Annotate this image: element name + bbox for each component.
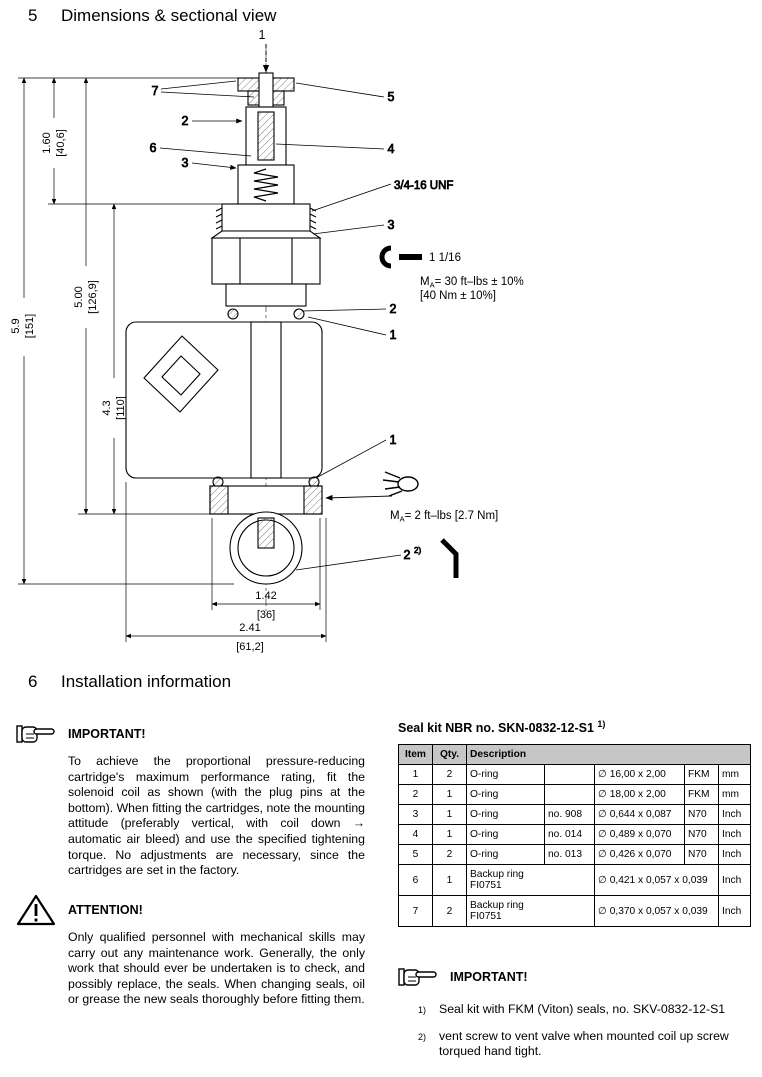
pointing-hand-icon xyxy=(398,964,438,990)
callout-7: 7 xyxy=(151,84,159,98)
cell-unit: Inch xyxy=(719,896,751,927)
hand-tight-icon xyxy=(383,472,418,496)
seal-kit-title xyxy=(398,719,750,735)
cell-material: N70 xyxy=(685,805,719,825)
callout-1-top: 1 xyxy=(258,28,266,42)
callout-4: 4 xyxy=(387,142,395,156)
seal-kit-title-text: Seal kit NBR no. SKN-0832-12-S1 xyxy=(398,721,594,736)
torque-bottom-label: $M_A= 2$ ft–lbs [2.7 Nm] xyxy=(390,510,499,524)
cell-desc: O-ring xyxy=(467,845,545,865)
section-5-heading xyxy=(28,6,276,26)
cell-note xyxy=(545,765,595,785)
footnote-text: vent screw to vent valve when mounted coil up screw torqued hand tight. xyxy=(439,1028,729,1058)
footnote-1 xyxy=(418,1002,754,1019)
wrench-size-label: 1 1/16 xyxy=(429,252,461,264)
cell-note xyxy=(545,785,595,805)
cell-size: ∅ 0,421 x 0,057 x 0,039 xyxy=(595,865,719,896)
cell-material: FKM xyxy=(685,785,719,805)
seal-kit-table xyxy=(398,744,751,927)
dim-4-3: 4.3 xyxy=(101,400,113,416)
cell-material: N70 xyxy=(685,825,719,845)
table-row xyxy=(399,896,751,927)
dim-151: [151] xyxy=(24,313,36,339)
table-row xyxy=(399,805,751,825)
table-row xyxy=(399,865,751,896)
dim-1-42: 1.42 xyxy=(255,590,277,602)
dim-61-2: [61,2] xyxy=(236,641,264,653)
cell-desc: O-ring xyxy=(467,765,545,785)
dim-40-6: [40,6] xyxy=(55,129,67,157)
cell-item: 6 xyxy=(399,865,433,896)
cell-item: 5 xyxy=(399,845,433,865)
desc-line2: FI0751 xyxy=(470,911,502,923)
callout-3-right: 3 xyxy=(387,218,395,232)
dim-36: [36] xyxy=(256,609,276,621)
dim-126-9: [126,9] xyxy=(87,280,99,314)
column-header-item: Item xyxy=(399,745,433,765)
callout-5: 5 xyxy=(387,90,395,104)
footnote-text: Seal kit with FKM (Viton) seals, no. SKV-0832-12-S1 xyxy=(439,1002,726,1016)
cell-material: FKM xyxy=(685,765,719,785)
desc-line2: FI0751 xyxy=(470,880,502,892)
dim-5-00: 5.00 xyxy=(73,286,85,308)
cell-qty: 2 xyxy=(433,845,467,865)
left-callouts xyxy=(150,81,254,170)
cell-desc: O-ring xyxy=(467,825,545,845)
cell-qty: 1 xyxy=(433,825,467,845)
cell-item: 2 xyxy=(399,785,433,805)
cell-desc: O-ring xyxy=(467,805,545,825)
note-text: Only qualified personnel with mechanical skills may carry out any maintenance work. Generally, the only work that should ever be undertaken is to check, and possibly replace, the seals. When changing seals, oil or grease the new seals thoroughly before fitting them. xyxy=(68,930,365,1007)
dim-1-60: 1.60 xyxy=(41,132,53,154)
cell-unit: Inch xyxy=(719,805,751,825)
cell-size: ∅ 0,489 x 0,070 xyxy=(595,825,685,845)
seal-kit-section xyxy=(398,719,750,927)
callout-3-left: 3 xyxy=(181,156,189,170)
cell-item: 1 xyxy=(399,765,433,785)
cell-desc xyxy=(467,896,595,927)
allen-key-icon xyxy=(442,540,456,578)
attention-note-block xyxy=(16,895,368,1008)
cell-item: 3 xyxy=(399,805,433,825)
note-title: IMPORTANT! xyxy=(450,970,528,984)
footnote-marker: 1) xyxy=(418,1005,427,1015)
cell-desc: O-ring xyxy=(467,785,545,805)
note-text: To achieve the proportional pressure-reducing cartridge's maximum performance rating, fit the solenoid coil as shown (with the plug pins at the bottom). When fitting the cartridges, note the mounting attitude (preferably vertical, with coil down → automatic air bleed) and use the specified tightening torque. No adjustments are necessary, since the cartridges are set in the factory. xyxy=(68,754,365,878)
cell-note: no. 908 xyxy=(545,805,595,825)
cell-qty: 2 xyxy=(433,765,467,785)
cell-size: ∅ 16,00 x 2,00 xyxy=(595,765,685,785)
cell-desc xyxy=(467,865,595,896)
cell-unit: Inch xyxy=(719,845,751,865)
callout-2-left: 2 xyxy=(181,114,189,128)
callout-1-lower: 1 xyxy=(389,433,397,447)
callout-6: 6 xyxy=(149,141,157,155)
cell-unit: Inch xyxy=(719,865,751,896)
cell-note: no. 014 xyxy=(545,825,595,845)
sectional-view-drawing xyxy=(8,26,548,676)
desc-line1: Backup ring xyxy=(470,900,524,912)
cell-item: 4 xyxy=(399,825,433,845)
table-row xyxy=(399,845,751,865)
table-header-row xyxy=(399,745,751,765)
cell-unit: mm xyxy=(719,785,751,805)
cell-size: ∅ 18,00 x 2,00 xyxy=(595,785,685,805)
warning-triangle-icon xyxy=(16,893,56,927)
dim-2-41: 2.41 xyxy=(239,622,261,634)
note-title: ATTENTION! xyxy=(68,903,143,917)
cell-unit: Inch xyxy=(719,825,751,845)
callout-2-right: 2 xyxy=(389,302,397,316)
note-title: IMPORTANT! xyxy=(68,727,146,741)
section-number: 5 xyxy=(28,6,38,25)
cell-item: 7 xyxy=(399,896,433,927)
cell-note: no. 013 xyxy=(545,845,595,865)
footnote-2 xyxy=(418,1029,754,1060)
dim-110: [110] xyxy=(115,396,127,420)
cell-size: ∅ 0,426 x 0,070 xyxy=(595,845,685,865)
section-number: 6 xyxy=(28,672,38,691)
seal-kit-title-footnote: 1) xyxy=(597,719,606,729)
cell-qty: 1 xyxy=(433,805,467,825)
table-row xyxy=(399,825,751,845)
callout-2-footnote-sup: 2) xyxy=(414,546,422,555)
cell-qty: 1 xyxy=(433,865,467,896)
table-row xyxy=(399,785,751,805)
torque-top-label: $M_A= 30$ ft–lbs ± 10% xyxy=(420,276,524,290)
column-header-qty: Qty. xyxy=(433,745,467,765)
dim-5-9: 5.9 xyxy=(10,318,22,334)
section-title: Installation information xyxy=(61,672,232,691)
cell-unit: mm xyxy=(719,765,751,785)
important-note-block xyxy=(16,719,368,879)
cell-size: ∅ 0,644 x 0,087 xyxy=(595,805,685,825)
cell-size: ∅ 0,370 x 0,057 x 0,039 xyxy=(595,896,719,927)
cell-material: N70 xyxy=(685,845,719,865)
section-title: Dimensions & sectional view xyxy=(61,6,277,25)
thread-spec-label: 3/4-16 UNF xyxy=(394,180,454,192)
cell-qty: 1 xyxy=(433,785,467,805)
callout-1-upper: 1 xyxy=(389,328,397,342)
top-flow-callout xyxy=(259,28,266,72)
cell-qty: 2 xyxy=(433,896,467,927)
desc-line1: Backup ring xyxy=(470,869,524,881)
table-row xyxy=(399,765,751,785)
footnote-marker: 2) xyxy=(418,1031,427,1042)
callout-2-bottom: 2 xyxy=(403,548,411,562)
pointing-hand-icon xyxy=(16,721,56,747)
section-6-heading xyxy=(28,672,231,692)
wrench-icon xyxy=(382,248,422,266)
important-footnotes-block xyxy=(398,962,754,1060)
torque-top-metric-label: [40 Nm ± 10%] xyxy=(420,290,496,302)
column-header-description: Description xyxy=(467,745,751,765)
